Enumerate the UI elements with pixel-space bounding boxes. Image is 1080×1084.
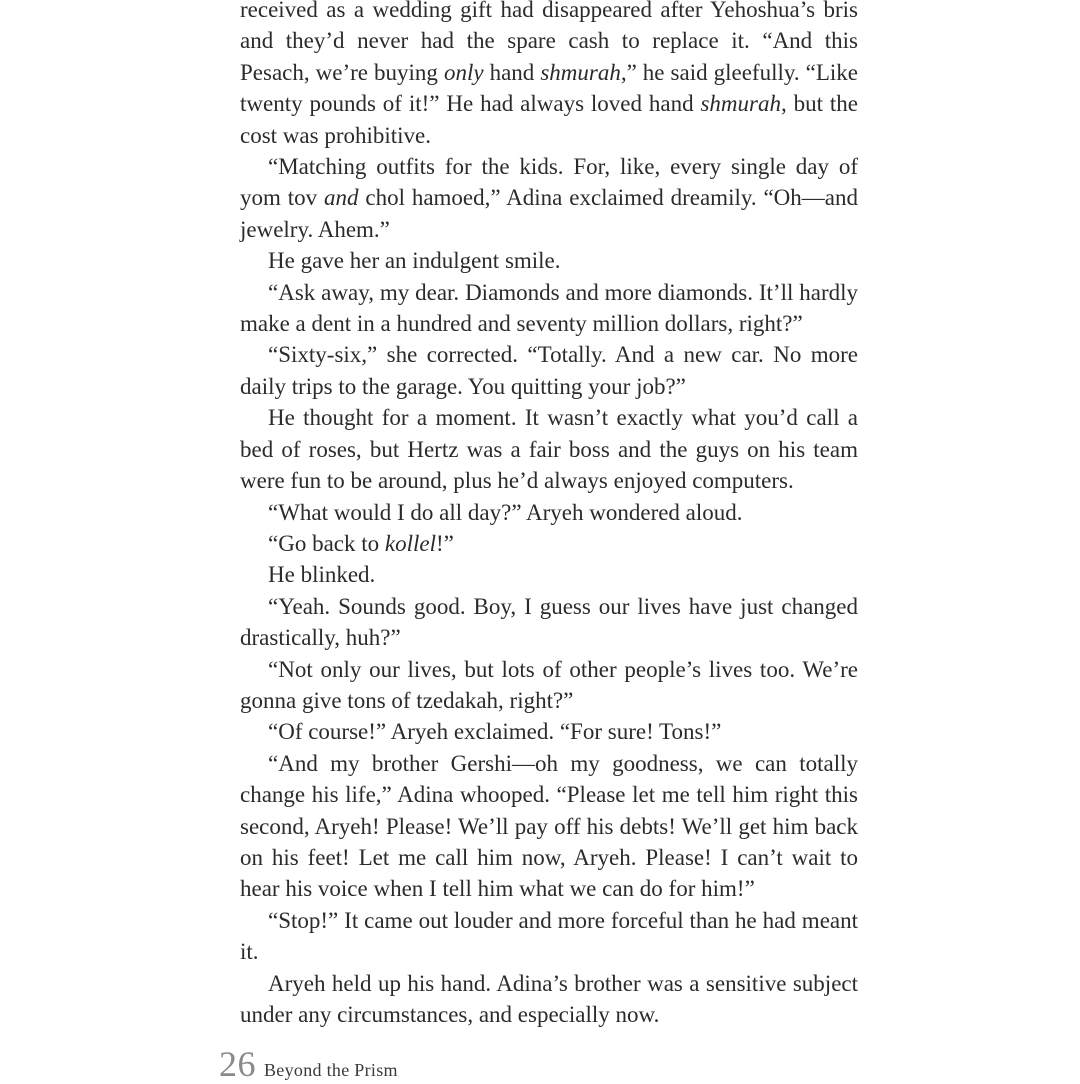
paragraph xyxy=(240,748,858,905)
text-run: “Not only our lives, but lots of other people’s lives too. We’re gonna give tons of tzedakah, right?” xyxy=(240,656,858,713)
text-run: Aryeh held up his hand. Adina’s brother was a sensitive subject under any circumstances, and especially now. xyxy=(240,970,858,1027)
text-run: “Stop!” It came out louder and more forceful than he had meant it. xyxy=(240,907,858,965)
paragraph xyxy=(240,0,858,151)
paragraph xyxy=(240,277,858,340)
text-run: He gave her an indulgent smile. xyxy=(268,248,561,274)
paragraph xyxy=(240,339,858,402)
paragraph xyxy=(240,654,858,717)
text-run: “Go back to xyxy=(268,530,385,556)
text-run: “Of course!” Aryeh exclaimed. “For sure! Tons!” xyxy=(268,719,722,745)
paragraph xyxy=(240,716,858,747)
paragraph xyxy=(240,151,858,245)
paragraph xyxy=(240,559,858,590)
text-run: He blinked. xyxy=(268,562,376,588)
text-run: received as a wedding gift had disappeared after Yehoshua’s bris and they’d never had the spare cash to replace it. “And this Pesach, we’re buying xyxy=(240,0,858,85)
italic-run: only xyxy=(443,59,484,85)
text-run: “Ask away, my dear. Diamonds and more diamonds. It’ll hardly make a dent in a hundred and seventy million dollars, right?” xyxy=(240,279,858,337)
paragraph xyxy=(240,591,858,654)
body-text xyxy=(240,0,858,1030)
text-run: “Matching outfits for the kids. For, like, every single day of yom tov xyxy=(240,154,858,211)
running-title: Beyond the Prism xyxy=(264,1060,398,1080)
text-run: “Yeah. Sounds good. Boy, I guess our lives have just changed drastically, huh?” xyxy=(240,593,858,651)
text-run: !” xyxy=(435,530,454,556)
paragraph xyxy=(240,528,858,559)
page-footer xyxy=(219,1046,398,1082)
italic-run: shmurah xyxy=(700,91,781,117)
text-run: , but the cost was prohibitive. xyxy=(240,91,858,148)
text-run: hand xyxy=(483,59,541,85)
text-run: “Sixty-six,” she corrected. “Totally. And a new car. No more daily trips to the garage. You quitting your job?” xyxy=(240,342,858,399)
page-number: 26 xyxy=(219,1044,256,1084)
paragraph xyxy=(240,402,858,496)
text-run: “And my brother Gershi—oh my goodness, we can totally change his life,” Adina whooped. “Please let me tell him right this second, Aryeh! Please! We’ll pay off his debts! We’ll get him back on his feet! Let me call him now, Aryeh. Please! I can’t wait to hear his voice when I tell him what we can do for him!” xyxy=(240,750,858,902)
text-run: “What would I do all day?” Aryeh wondered aloud. xyxy=(268,499,743,525)
paragraph xyxy=(240,245,858,276)
paragraph xyxy=(240,968,858,1031)
italic-run: kollel xyxy=(384,530,436,556)
italic-run: shmurah xyxy=(540,59,621,85)
text-run: ,” he said gleefully. “Like twenty pounds of it!” He had always loved hand xyxy=(240,59,859,117)
text-run: chol hamoed,” Adina exclaimed dreamily. “Oh—and jewelry. Ahem.” xyxy=(240,185,858,242)
paragraph xyxy=(240,905,858,968)
italic-run: and xyxy=(324,185,359,211)
text-run: He thought for a moment. It wasn’t exactly what you’d call a bed of roses, but Hertz was a fair boss and the guys on his team were fun to be around, plus he’d always enjoyed computers. xyxy=(240,405,858,494)
paragraph xyxy=(240,497,858,528)
